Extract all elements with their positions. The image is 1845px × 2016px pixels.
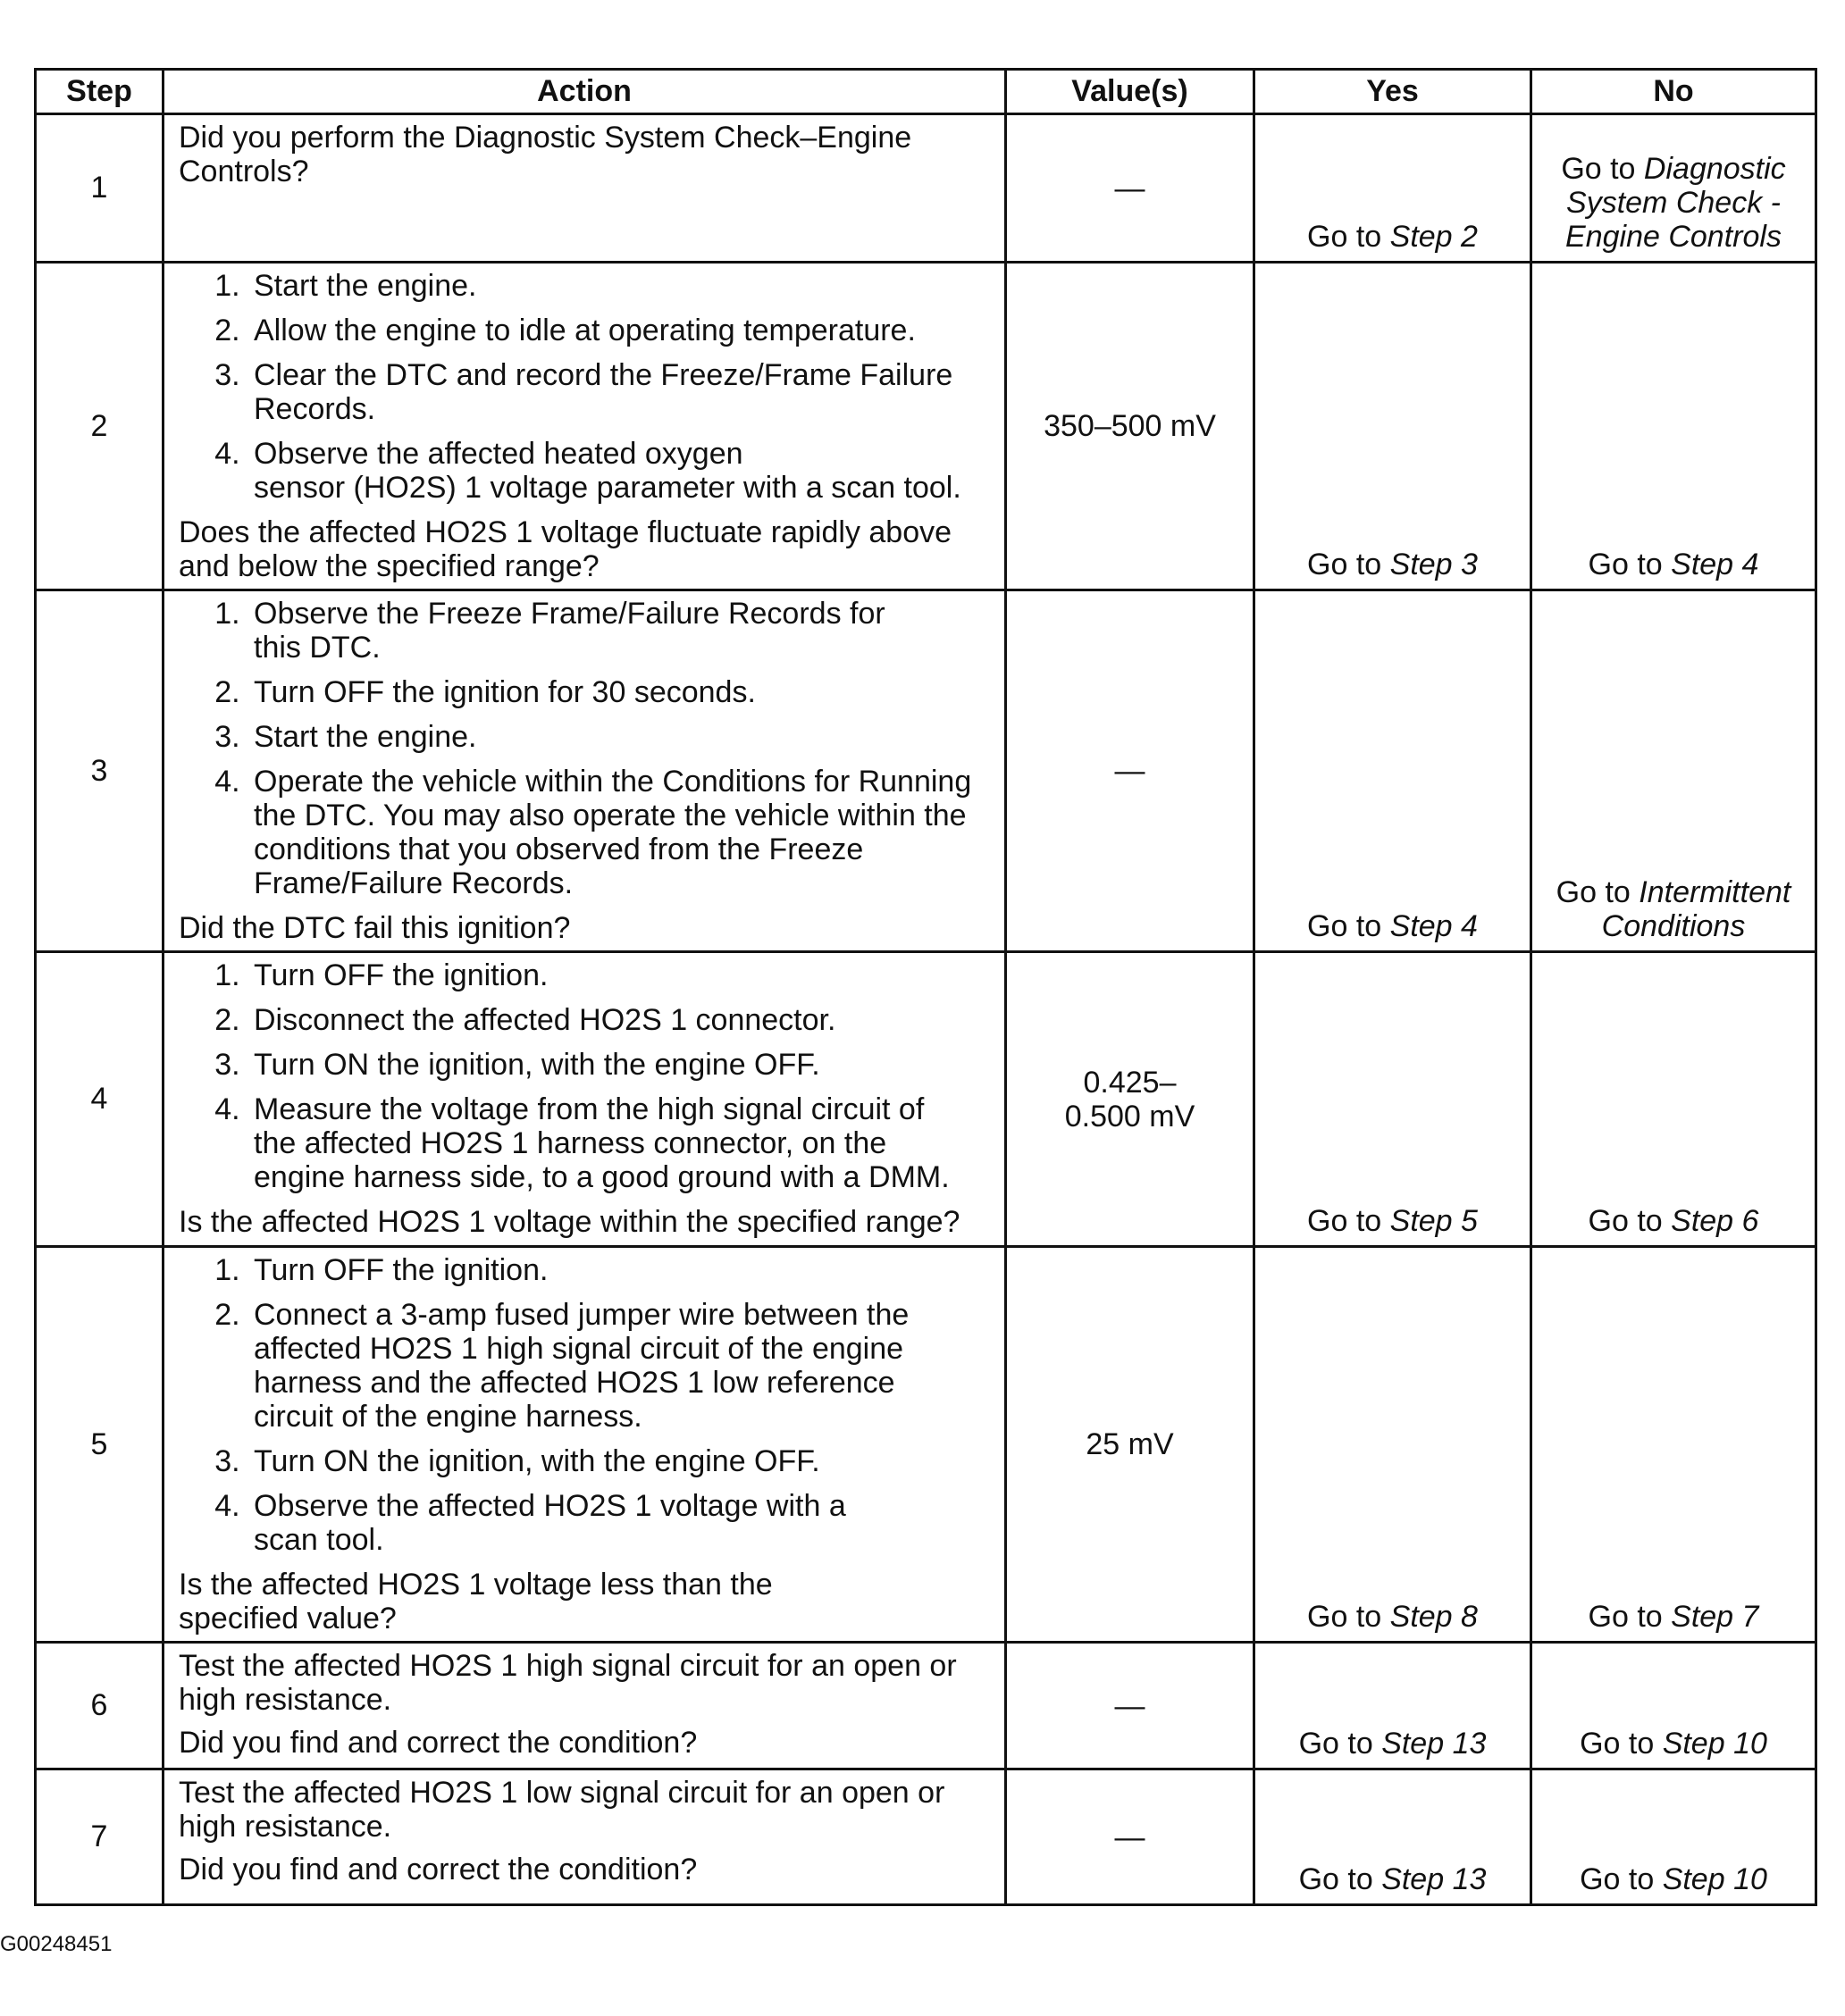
action-cell (164, 114, 1006, 263)
action-intro: Did you perform the Diagnostic System Check–Engine Controls? (179, 121, 912, 188)
value-cell: — (1006, 590, 1254, 952)
action-step-item: 3. Clear the DTC and record the Freeze/Frame Failure Records. (248, 358, 992, 426)
action-question: Is the affected HO2S 1 voltage within the specified range? (179, 1205, 960, 1239)
action-step-item: 2. Connect a 3-amp fused jumper wire between the affected HO2S 1 high signal circuit of the engine harness and the affected HO2S 1 low reference circuit of the engine harness. (248, 1298, 992, 1434)
table-row (36, 590, 1816, 952)
yes-goto-prefix: Go to (1307, 548, 1390, 581)
no-goto-target: Step 7 (1671, 1600, 1759, 1634)
action-step-item: 4. Observe the affected heated oxygen sensor (HO2S) 1 voltage parameter with a scan tool. (248, 437, 992, 505)
action-step-item: 4. Operate the vehicle within the Conditions for Running the DTC. You may also operate the vehicle within the conditions that you observed from the Freeze Frame/Failure Records. (248, 765, 992, 900)
step-number: 3 (36, 590, 164, 952)
yes-cell (1254, 1769, 1531, 1905)
no-goto-target: Step 6 (1671, 1204, 1759, 1238)
yes-cell (1254, 1643, 1531, 1769)
yes-goto-target: Step 4 (1389, 909, 1478, 943)
yes-goto-prefix: Go to (1298, 1727, 1382, 1761)
action-question: Did you find and correct the condition? (179, 1853, 698, 1886)
table-row (36, 1247, 1816, 1643)
no-goto-prefix: Go to (1580, 1862, 1663, 1896)
action-step-item: 1. Turn OFF the ignition. (248, 1253, 992, 1287)
table-row (36, 1643, 1816, 1769)
table-row (36, 1769, 1816, 1905)
no-goto-prefix: Go to (1580, 1727, 1663, 1761)
no-goto-prefix: Go to (1556, 875, 1640, 909)
action-cell (164, 1247, 1006, 1643)
header-action: Action (164, 70, 1006, 114)
value-cell: 350–500 mV (1006, 263, 1254, 590)
yes-goto-target: Step 13 (1381, 1862, 1487, 1896)
step-number: 1 (36, 114, 164, 263)
action-step-item: 3. Turn ON the ignition, with the engine OFF. (248, 1444, 992, 1478)
action-question: Does the affected HO2S 1 voltage fluctuate rapidly above and below the specified range? (179, 515, 952, 583)
action-intro: Test the affected HO2S 1 low signal circuit for an open or high resistance. (179, 1776, 945, 1844)
action-cell (164, 263, 1006, 590)
no-goto-target: Step 10 (1662, 1727, 1767, 1761)
header-values: Value(s) (1006, 70, 1254, 114)
header-step: Step (36, 70, 164, 114)
yes-goto-target: Step 13 (1381, 1727, 1487, 1761)
action-steps-list (179, 597, 992, 900)
no-goto-prefix: Go to (1588, 548, 1672, 581)
step-number: 7 (36, 1769, 164, 1905)
action-cell (164, 952, 1006, 1247)
yes-goto-target: Step 5 (1389, 1204, 1478, 1238)
no-goto-prefix: Go to (1588, 1204, 1672, 1238)
action-cell (164, 1643, 1006, 1769)
no-cell (1531, 263, 1816, 590)
no-goto-target: Diagnostic System Check - Engine Controls (1565, 152, 1786, 254)
step-number: 4 (36, 952, 164, 1247)
yes-goto-prefix: Go to (1307, 1600, 1390, 1634)
step-number: 2 (36, 263, 164, 590)
action-step-item: 2. Allow the engine to idle at operating temperature. (248, 314, 992, 347)
no-cell (1531, 1769, 1816, 1905)
yes-goto-target: Step 8 (1389, 1600, 1478, 1634)
yes-goto-target: Step 2 (1389, 220, 1478, 254)
step-number: 6 (36, 1643, 164, 1769)
yes-goto-prefix: Go to (1307, 909, 1390, 943)
action-steps-list (179, 269, 992, 505)
yes-goto-prefix: Go to (1307, 220, 1390, 254)
value-cell: — (1006, 1643, 1254, 1769)
action-question: Did you find and correct the condition? (179, 1726, 698, 1760)
no-cell (1531, 952, 1816, 1247)
yes-cell (1254, 114, 1531, 263)
yes-cell (1254, 590, 1531, 952)
yes-cell (1254, 952, 1531, 1247)
action-steps-list (179, 958, 992, 1194)
no-goto-target: Step 4 (1671, 548, 1759, 581)
no-cell (1531, 1247, 1816, 1643)
figure-id: G00248451 (0, 1932, 113, 1956)
action-cell (164, 590, 1006, 952)
action-step-item: 1. Start the engine. (248, 269, 992, 303)
action-question: Is the affected HO2S 1 voltage less than the specified value? (179, 1568, 773, 1635)
action-steps-list (179, 1253, 992, 1557)
no-cell (1531, 590, 1816, 952)
step-number: 5 (36, 1247, 164, 1643)
value-cell: — (1006, 114, 1254, 263)
no-cell (1531, 114, 1816, 263)
action-step-item: 2. Disconnect the affected HO2S 1 connector. (248, 1003, 992, 1037)
header-yes: Yes (1254, 70, 1531, 114)
action-step-item: 3. Turn ON the ignition, with the engine OFF. (248, 1048, 992, 1082)
header-row (36, 70, 1816, 114)
yes-goto-target: Step 3 (1389, 548, 1478, 581)
header-no: No (1531, 70, 1816, 114)
action-step-item: 4. Observe the affected HO2S 1 voltage with a scan tool. (248, 1489, 992, 1557)
diagnostic-table (34, 68, 1817, 1906)
value-cell: 25 mV (1006, 1247, 1254, 1643)
action-step-item: 2. Turn OFF the ignition for 30 seconds. (248, 675, 992, 709)
table-row (36, 952, 1816, 1247)
yes-cell (1254, 263, 1531, 590)
action-step-item: 1. Turn OFF the ignition. (248, 958, 992, 992)
action-step-item: 3. Start the engine. (248, 720, 992, 754)
table-row (36, 114, 1816, 263)
action-step-item: 4. Measure the voltage from the high signal circuit of the affected HO2S 1 harness connector, on the engine harness side, to a good ground with a DMM. (248, 1092, 992, 1194)
yes-goto-prefix: Go to (1298, 1862, 1382, 1896)
yes-goto-prefix: Go to (1307, 1204, 1390, 1238)
no-goto-target: Step 10 (1662, 1862, 1767, 1896)
no-cell (1531, 1643, 1816, 1769)
no-goto-prefix: Go to (1588, 1600, 1672, 1634)
value-cell: 0.425– 0.500 mV (1006, 952, 1254, 1247)
action-question: Did the DTC fail this ignition? (179, 911, 571, 945)
yes-cell (1254, 1247, 1531, 1643)
value-cell: — (1006, 1769, 1254, 1905)
no-goto-target: Intermittent Conditions (1601, 875, 1791, 943)
action-cell (164, 1769, 1006, 1905)
no-goto-prefix: Go to (1561, 152, 1644, 186)
action-step-item: 1. Observe the Freeze Frame/Failure Records for this DTC. (248, 597, 992, 665)
table-row (36, 263, 1816, 590)
action-intro: Test the affected HO2S 1 high signal circuit for an open or high resistance. (179, 1649, 957, 1717)
